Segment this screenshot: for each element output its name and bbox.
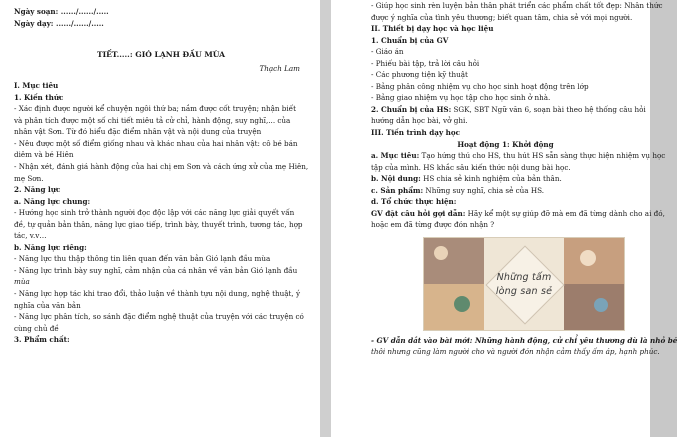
text-line bbox=[371, 185, 640, 197]
title-diamond bbox=[486, 246, 562, 322]
text-line: hướng dẫn học bài, vở ghi. bbox=[371, 116, 468, 126]
text-line: Ngày soạn: ....../....../..... bbox=[14, 7, 109, 16]
text-line: - GV dẫn dắt vào bài mới: Những hành động, cử chỉ yêu thương dù là nhỏ bé bbox=[371, 335, 677, 345]
line-rest: SGK, SBT Ngữ văn 6, soạn bài theo hệ thống câu hỏi bbox=[451, 104, 646, 114]
text-line: cùng chủ đề bbox=[14, 323, 59, 333]
text-line: - Các phương tiện kỹ thuật bbox=[371, 70, 468, 80]
text-line: 3. Phẩm chất: bbox=[14, 335, 70, 345]
line-rest: HS chia sẻ kinh nghiệm của bản thân. bbox=[420, 174, 562, 184]
text-line: - Giáo án bbox=[371, 47, 404, 57]
diamond-frame bbox=[485, 245, 564, 324]
text-line: tác, v.v… bbox=[14, 231, 47, 241]
photo-detail bbox=[434, 246, 448, 260]
text-line: TIẾT.....: GIÓ LẠNH ĐẦU MÙA bbox=[96, 50, 226, 60]
text-line: hoặc em đã từng được đón nhận ? bbox=[371, 220, 495, 230]
text-line bbox=[371, 173, 640, 185]
text-line: Hoạt động 1: Khởi động bbox=[457, 139, 554, 149]
text-line: 1. Kiến thức bbox=[14, 92, 64, 102]
photo-tile bbox=[424, 238, 484, 284]
image-title-line-1: Những tấm bbox=[496, 271, 552, 283]
text-line: 2. Năng lực bbox=[14, 185, 61, 195]
text-line: - Hướng học sinh trở thành người đọc độc lập với các năng lực giải quyết vấn bbox=[14, 208, 295, 218]
photo-detail bbox=[454, 296, 470, 312]
text-line: 1. Chuẩn bị của GV bbox=[371, 35, 449, 45]
text-line: tập của mình. HS khắc sâu kiến thức nội dung bài học. bbox=[371, 162, 571, 172]
text-line: a. Năng lực chung: bbox=[14, 196, 91, 206]
photo-detail bbox=[594, 298, 608, 312]
text-line: - Bảng phân công nhiệm vụ cho học sinh hoạt động trên lớp bbox=[371, 81, 589, 91]
text-line: - Nêu được một số điểm giống nhau và khác nhau của hai nhân vật: cô bé bán bbox=[14, 138, 298, 148]
text-line: III. Tiến trình dạy học bbox=[371, 128, 461, 138]
text-line bbox=[371, 150, 666, 162]
text-line: - Nhận xét, đánh giá hành động của hai chị em Sơn và cách ứng xử của mẹ Hiên, bbox=[14, 162, 309, 172]
line-rest: Những suy nghĩ, chia sẻ của HS. bbox=[423, 185, 545, 195]
text-line: - Năng lực phân tích, so sánh đặc điểm nghệ thuật của truyện với các truyện có bbox=[14, 312, 304, 322]
line-rest: Hãy kể một sự giúp đỡ mà em đã từng dành cho ai đó, bbox=[465, 208, 665, 218]
text-line: mùa bbox=[14, 277, 30, 287]
right-page-text-bottom bbox=[371, 335, 677, 358]
text-line: - Năng lực trình bày suy nghĩ, cảm nhận của cá nhân về văn bản Gió lạnh đầu bbox=[14, 265, 298, 275]
text-line: Thạch Lam bbox=[259, 63, 300, 73]
lead-in: b. Nội dung: bbox=[371, 174, 421, 184]
text-line: - Giúp học sinh rèn luyện bản thân phát triển các phẩm chất tốt đẹp: Nhân thức bbox=[371, 1, 663, 10]
text-line: đề, tự quản bản thân, năng lực giao tiếp, trình bày, thuyết trình, tương tác, hợp bbox=[14, 219, 303, 229]
image-title-line-2: lòng san sẻ bbox=[495, 285, 553, 297]
text-line: mẹ Sơn. bbox=[14, 173, 44, 183]
page-gap bbox=[320, 0, 331, 437]
document-page-right bbox=[331, 0, 677, 437]
text-line: thôi nhưng cũng làm người cho và người đón nhận cảm thấy ấm áp, hạnh phúc. bbox=[371, 347, 660, 357]
text-line bbox=[371, 104, 646, 116]
text-line: - Năng lực thu thập thông tin liên quan đến văn bản Gió lạnh đầu mùa bbox=[14, 254, 271, 264]
document-page-left bbox=[0, 0, 320, 437]
text-line: I. Mục tiêu bbox=[14, 81, 59, 91]
lead-in: 2. Chuẩn bị của HS: bbox=[371, 104, 452, 114]
text-line: và phân tích được một số chi tiết miêu tả cử chỉ, hành động, suy nghĩ,... của bbox=[14, 115, 291, 125]
left-page-text bbox=[14, 6, 308, 346]
illustration-image bbox=[423, 237, 625, 331]
text-line: nghĩa của văn bản bbox=[14, 300, 81, 310]
text-line: - Xác định được người kể chuyện ngôi thứ ba; nắm được cốt truyện; nhận biết bbox=[14, 104, 296, 114]
lead-in: GV đặt câu hỏi gợi dẫn: bbox=[371, 208, 466, 218]
line-rest: Tạo hứng thú cho HS, thu hút HS sẵn sàng thực hiện nhiệm vụ học bbox=[419, 151, 666, 161]
photo-detail bbox=[580, 250, 596, 266]
lead-in: a. Mục tiêu: bbox=[371, 151, 420, 161]
text-line: d. Tổ chức thực hiện: bbox=[371, 197, 457, 207]
text-line: - Phiếu bài tập, trả lời câu hỏi bbox=[371, 58, 480, 68]
text-line bbox=[371, 208, 665, 220]
text-line: II. Thiết bị dạy học và học liệu bbox=[371, 24, 494, 34]
lead-in: c. Sản phẩm: bbox=[371, 185, 424, 195]
right-page-text-top bbox=[371, 0, 666, 231]
text-line: Ngày dạy: ....../....../..... bbox=[14, 18, 104, 28]
text-line: được ý nghĩa của tình yêu thương; biết quan tâm, chia sẻ với mọi người. bbox=[371, 12, 633, 22]
text-line: b. Năng lực riêng: bbox=[14, 242, 87, 252]
text-line: - Bảng giao nhiệm vụ học tập cho học sinh ở nhà. bbox=[371, 93, 551, 103]
text-line: nhân vật Sơn. Từ đó hiểu đặc điểm nhân vật và nội dung của truyện bbox=[14, 127, 262, 137]
text-line: - Năng lực hợp tác khi trao đổi, thảo luận về thành tựu nội dung, nghệ thuật, ý bbox=[14, 289, 301, 299]
text-line: diêm và bé Hiên bbox=[14, 150, 74, 160]
